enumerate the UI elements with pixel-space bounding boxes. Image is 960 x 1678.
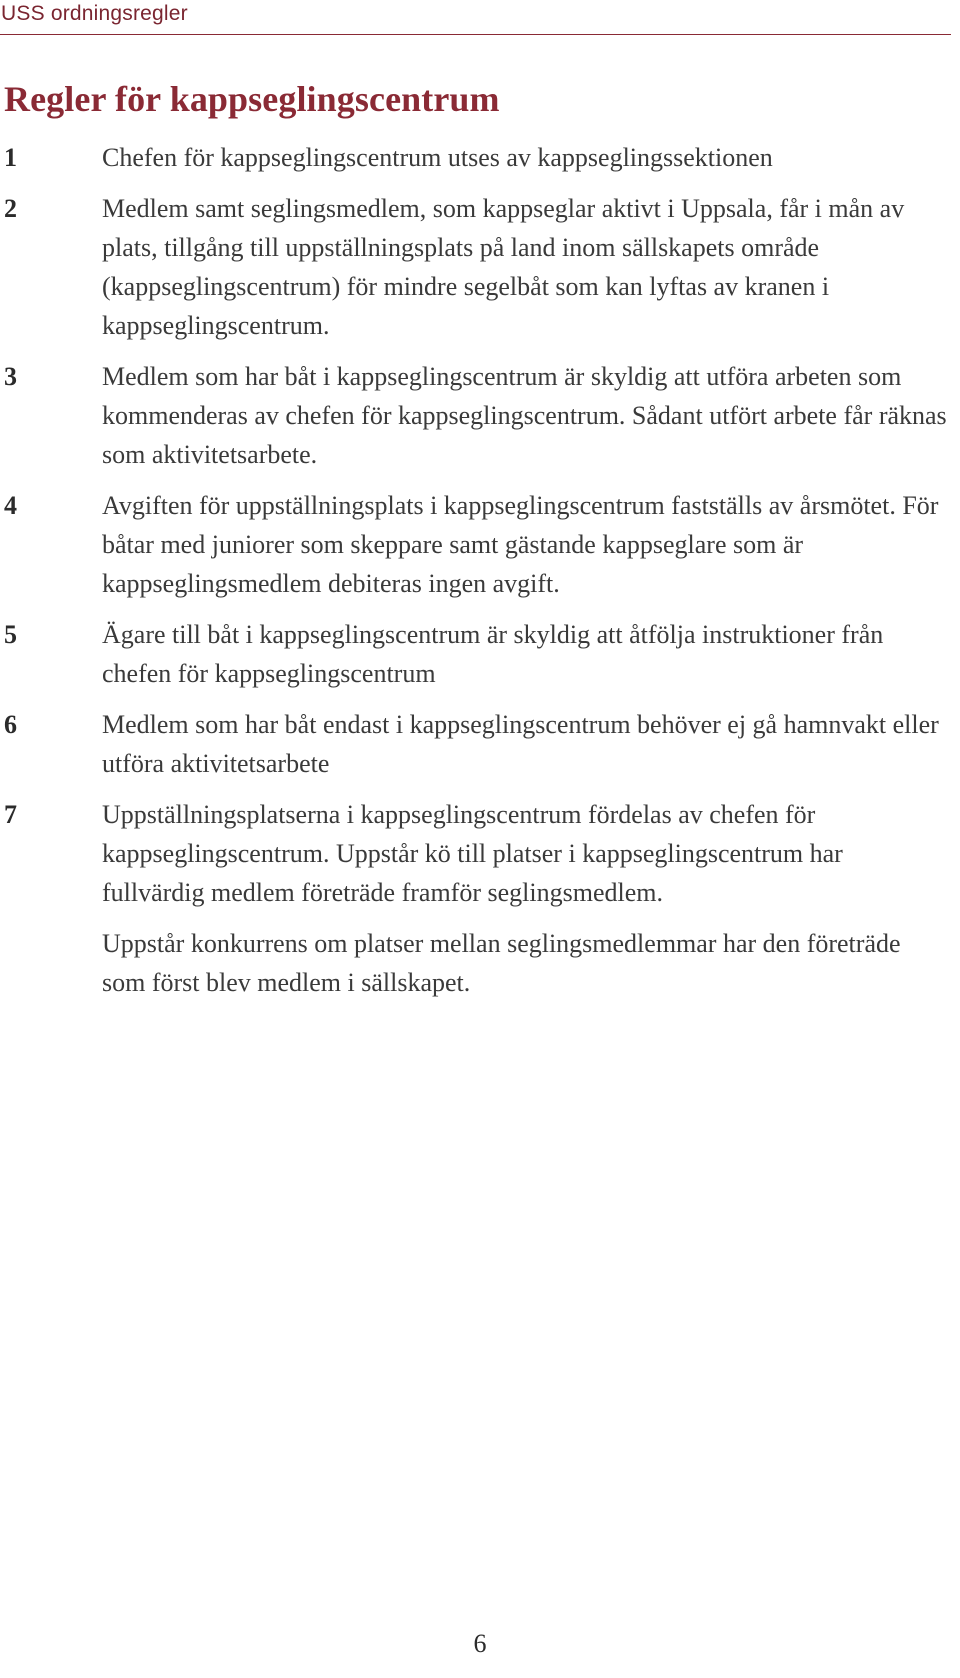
rule-text — [102, 357, 950, 474]
rule-paragraph: Uppställningsplatserna i kappseglingscentrum fördelas av chefen för kappseglingscentrum. Uppstår kö till platser i kappseglingscentrum har fullvärdig medlem företräde framför seglingsmedlem. — [102, 800, 843, 907]
rule-text — [102, 705, 950, 783]
rule-number: 4 — [4, 491, 17, 520]
rule-number: 7 — [4, 800, 17, 829]
running-header — [0, 0, 951, 35]
page-number: 6 — [473, 1629, 487, 1658]
rule-paragraph: Medlem som har båt i kappseglingscentrum är skyldig att utföra arbeten som kommenderas av chefen för kappseglingscentrum. Sådant utfört arbete får räknas som aktivitetsarbete. — [102, 362, 947, 469]
rule-item — [0, 138, 950, 177]
rule-number: 2 — [4, 194, 17, 223]
rule-number: 3 — [4, 362, 17, 391]
rule-item — [0, 705, 950, 783]
rule-paragraph: Uppstår konkurrens om platser mellan seglingsmedlemmar har den företräde som först blev medlem i sällskapet. — [102, 929, 901, 997]
rule-text — [102, 486, 950, 603]
rules-list — [0, 138, 950, 1014]
rule-text — [102, 189, 950, 345]
rule-item — [0, 357, 950, 474]
rule-paragraph: Medlem som har båt endast i kappseglingscentrum behöver ej gå hamnvakt eller utföra aktivitetsarbete — [102, 710, 939, 778]
rule-item — [0, 795, 950, 1002]
page-title: Regler för kappseglingscentrum — [4, 79, 500, 119]
rule-item — [0, 486, 950, 603]
running-header-title: USS ordningsregler — [1, 2, 188, 25]
rule-paragraph: Chefen för kappseglingscentrum utses av kappseglingssektionen — [102, 143, 773, 172]
rule-text — [102, 615, 950, 693]
rule-paragraph: Ägare till båt i kappseglingscentrum är skyldig att åtfölja instruktioner från chefen för kappseglingscentrum — [102, 620, 884, 688]
rule-number: 5 — [4, 620, 17, 649]
rule-number: 6 — [4, 710, 17, 739]
rule-item — [0, 189, 950, 345]
rule-paragraph: Medlem samt seglingsmedlem, som kappseglar aktivt i Uppsala, får i mån av plats, tillgång till uppställningsplats på land inom sällskapets område (kappseglingscentrum) för mindre segelbåt som kan lyftas av kranen i kappseglingscentrum. — [102, 194, 905, 340]
rule-paragraph: Avgiften för uppställningsplats i kappseglingscentrum fastställs av årsmötet. För båtar med juniorer som skeppare samt gästande kappseglare som är kappseglingsmedlem debiteras ingen avgift. — [102, 491, 939, 598]
rule-text — [102, 138, 950, 177]
rule-item — [0, 615, 950, 693]
rule-number: 1 — [4, 143, 17, 172]
rule-text — [102, 795, 950, 1002]
